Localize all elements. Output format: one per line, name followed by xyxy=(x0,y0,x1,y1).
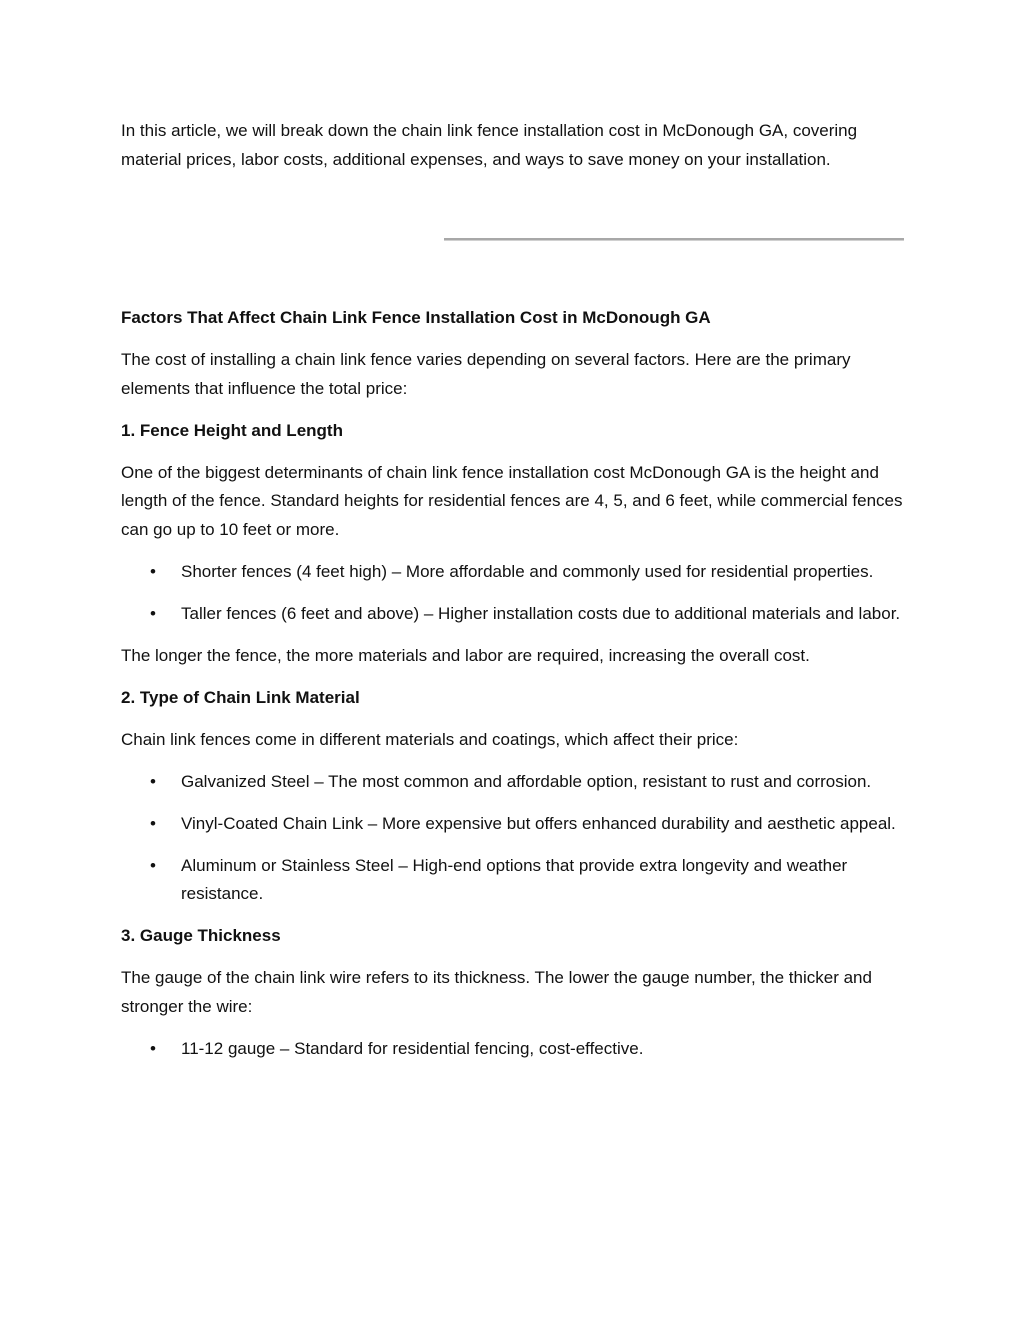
material-bullet-list xyxy=(121,768,911,909)
list-item-text: 11-12 gauge – Standard for residential fencing, cost-effective. xyxy=(181,1038,644,1058)
horizontal-divider xyxy=(444,238,904,241)
bullet-icon: • xyxy=(150,855,156,875)
bullet-icon: • xyxy=(150,603,156,623)
height-bullet-list xyxy=(121,558,911,629)
list-item-text: Taller fences (6 feet and above) – Higher installation costs due to additional materials and labor. xyxy=(181,603,901,623)
list-item-text: Vinyl-Coated Chain Link – More expensive but offers enhanced durability and aesthetic appeal. xyxy=(181,813,896,833)
list-item xyxy=(121,1035,911,1064)
bullet-icon: • xyxy=(150,1038,156,1058)
list-item xyxy=(121,768,911,797)
list-item xyxy=(121,558,911,587)
list-item-text: Shorter fences (4 feet high) – More affordable and commonly used for residential properties. xyxy=(181,561,874,581)
list-item xyxy=(121,852,911,909)
list-item-text: Galvanized Steel – The most common and affordable option, resistant to rust and corrosion. xyxy=(181,771,872,791)
divider-area xyxy=(121,174,911,304)
section-title: Factors That Affect Chain Link Fence Installation Cost in McDonough GA xyxy=(121,308,711,327)
gauge-paragraph: The gauge of the chain link wire refers to its thickness. The lower the gauge number, the thicker and stronger the wire: xyxy=(121,968,872,1016)
height-closing-paragraph: The longer the fence, the more materials and labor are required, increasing the overall cost. xyxy=(121,645,810,665)
gauge-heading: 3. Gauge Thickness xyxy=(121,926,281,945)
bullet-icon: • xyxy=(150,771,156,791)
height-heading: 1. Fence Height and Length xyxy=(121,420,343,440)
intro-paragraph: In this article, we will break down the chain link fence installation cost in McDonough GA, covering material prices, labor costs, additional expenses, and ways to save money on your installation. xyxy=(121,121,858,169)
gauge-bullet-list xyxy=(121,1035,911,1064)
list-item xyxy=(121,810,911,839)
list-item-text: Aluminum or Stainless Steel – High-end options that provide extra longevity and weather resistance. xyxy=(181,855,848,903)
section-intro-paragraph: The cost of installing a chain link fence varies depending on several factors. Here are the primary elements that influence the total price: xyxy=(121,350,851,398)
material-heading: 2. Type of Chain Link Material xyxy=(121,687,360,707)
bullet-icon: • xyxy=(150,813,156,833)
material-paragraph: Chain link fences come in different materials and coatings, which affect their price: xyxy=(121,729,739,749)
list-item xyxy=(121,600,911,629)
height-paragraph: One of the biggest determinants of chain link fence installation cost McDonough GA is the height and length of the fence. Standard heights for residential fences are 4, 5, and 6 feet, while commercial fences can go up to 10 feet or more. xyxy=(121,462,903,539)
bullet-icon: • xyxy=(150,561,156,581)
document-body xyxy=(121,117,911,1063)
